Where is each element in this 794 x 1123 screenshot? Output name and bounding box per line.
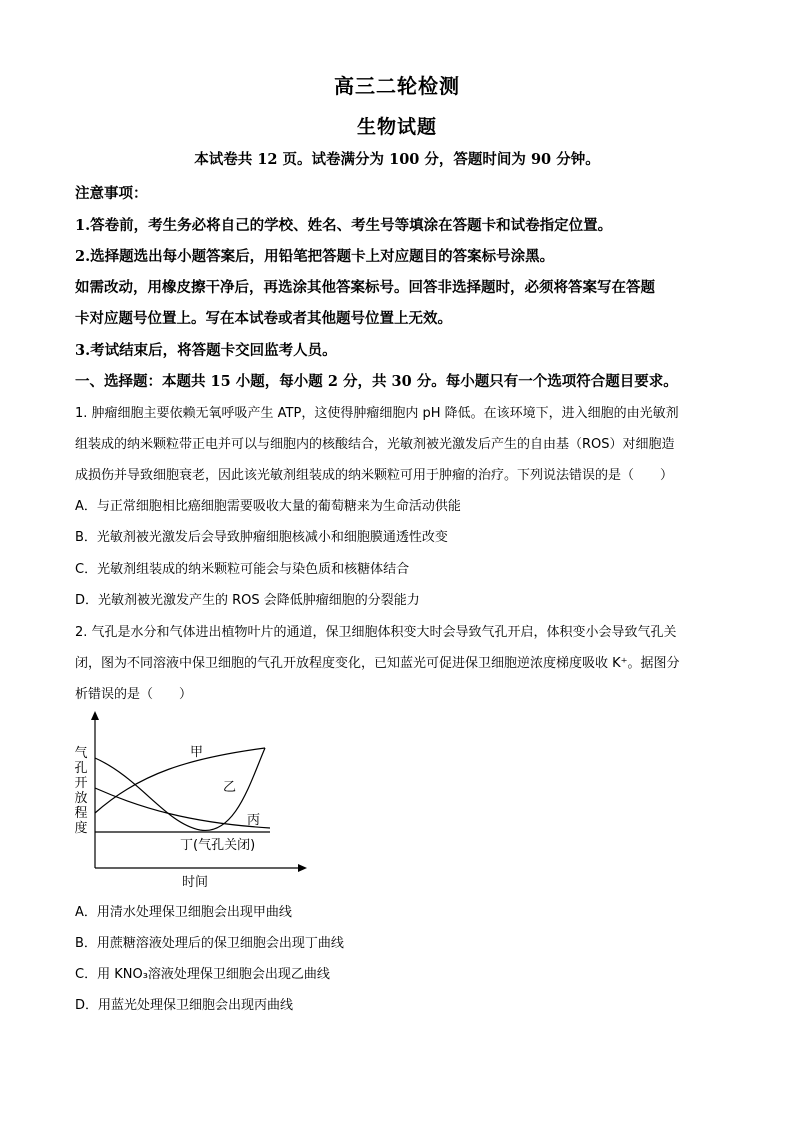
y-axis-arrow-icon bbox=[91, 711, 99, 720]
notice-item-2: 2.选择题选出每小题答案后，用铅笔把答题卡上对应题目的答案标号涂黑。 bbox=[75, 248, 555, 265]
notice-item-1: 1.答卷前，考生务必将自己的学校、姓名、考生号等填涂在答题卡和试卷指定位置。 bbox=[75, 217, 613, 234]
figure-plot bbox=[70, 708, 310, 893]
question-1-option-d: D．光敏剂被光激发产生的 ROS 会降低肿瘤细胞的分裂能力 bbox=[75, 593, 420, 608]
question-1-option-c: C．光敏剂组装成的纳米颗粒可能会与染色质和核糖体结合 bbox=[75, 562, 410, 577]
curve-jia-label: 甲 bbox=[190, 745, 204, 760]
figure-x-axis-label: 时间 bbox=[182, 875, 209, 890]
question-2-line-2: 闭，图为不同溶液中保卫细胞的气孔开放程度变化，已知蓝光可促进保卫细胞逆浓度梯度吸收 K⁺。据图分 bbox=[75, 656, 680, 671]
notice-heading: 注意事项： bbox=[75, 185, 148, 202]
x-axis-arrow-icon bbox=[298, 864, 307, 872]
question-1-line-1: 1. 肿瘤细胞主要依赖无氧呼吸产生 ATP，这使得肿瘤细胞内 pH 降低。在该环境下，进入细胞的由光敏剂 bbox=[75, 406, 679, 421]
curve-yi-label: 乙 bbox=[223, 780, 237, 795]
question-2-option-a: A．用清水处理保卫细胞会出现甲曲线 bbox=[75, 905, 292, 920]
question-2-line-3: 析错误的是（ ） bbox=[75, 687, 193, 702]
curve-jia bbox=[95, 748, 265, 813]
question-2-option-b: B．用蔗糖溶液处理后的保卫细胞会出现丁曲线 bbox=[75, 936, 344, 951]
exam-meta: 本试卷共 12 页。试卷满分为 100 分，答题时间为 90 分钟。 bbox=[194, 151, 600, 168]
figure-y-axis-label: 气孔开放程度 bbox=[74, 746, 88, 836]
notice-item-2-line-2: 如需改动，用橡皮擦干净后，再选涂其他答案标号。回答非选择题时，必须将答案写在答题 bbox=[75, 279, 655, 296]
subject-title: 生物试题 bbox=[356, 116, 437, 138]
question-1-line-2: 组装成的纳米颗粒带正电并可以与细胞内的核酸结合，光敏剂被光激发后产生的自由基（ROS）对细胞造 bbox=[75, 437, 675, 452]
curve-bing-label: 丙 bbox=[247, 813, 261, 828]
question-2-option-c: C．用 KNO₃溶液处理保卫细胞会出现乙曲线 bbox=[75, 967, 330, 982]
question-1-option-b: B．光敏剂被光激发后会导致肿瘤细胞核减小和细胞膜通透性改变 bbox=[75, 530, 448, 545]
question-1-option-a: A．与正常细胞相比癌细胞需要吸收大量的葡萄糖来为生命活动供能 bbox=[75, 499, 461, 514]
exam-title: 高三二轮检测 bbox=[334, 74, 460, 98]
curve-bing bbox=[95, 788, 270, 828]
stomata-opening-figure bbox=[70, 708, 310, 893]
notice-item-3: 3.考试结束后，将答题卡交回监考人员。 bbox=[75, 342, 337, 359]
question-1-line-3: 成损伤并导致细胞衰老，因此该光敏剂组装成的纳米颗粒可用于肿瘤的治疗。下列说法错误的是（ ） bbox=[75, 468, 674, 483]
question-2-option-d: D．用蓝光处理保卫细胞会出现丙曲线 bbox=[75, 998, 294, 1013]
notice-item-2-line-3: 卡对应题号位置上。写在本试卷或者其他题号位置上无效。 bbox=[75, 310, 452, 327]
section-heading: 一、选择题：本题共 15 小题，每小题 2 分，共 30 分。每小题只有一个选项符合题目要求。 bbox=[75, 373, 678, 390]
curve-ding-label: 丁(气孔关闭) bbox=[180, 838, 256, 853]
curve-yi bbox=[95, 748, 265, 830]
question-2-line-1: 2. 气孔是水分和气体进出植物叶片的通道，保卫细胞体积变大时会导致气孔开启，体积变小会导致气孔关 bbox=[75, 625, 677, 640]
